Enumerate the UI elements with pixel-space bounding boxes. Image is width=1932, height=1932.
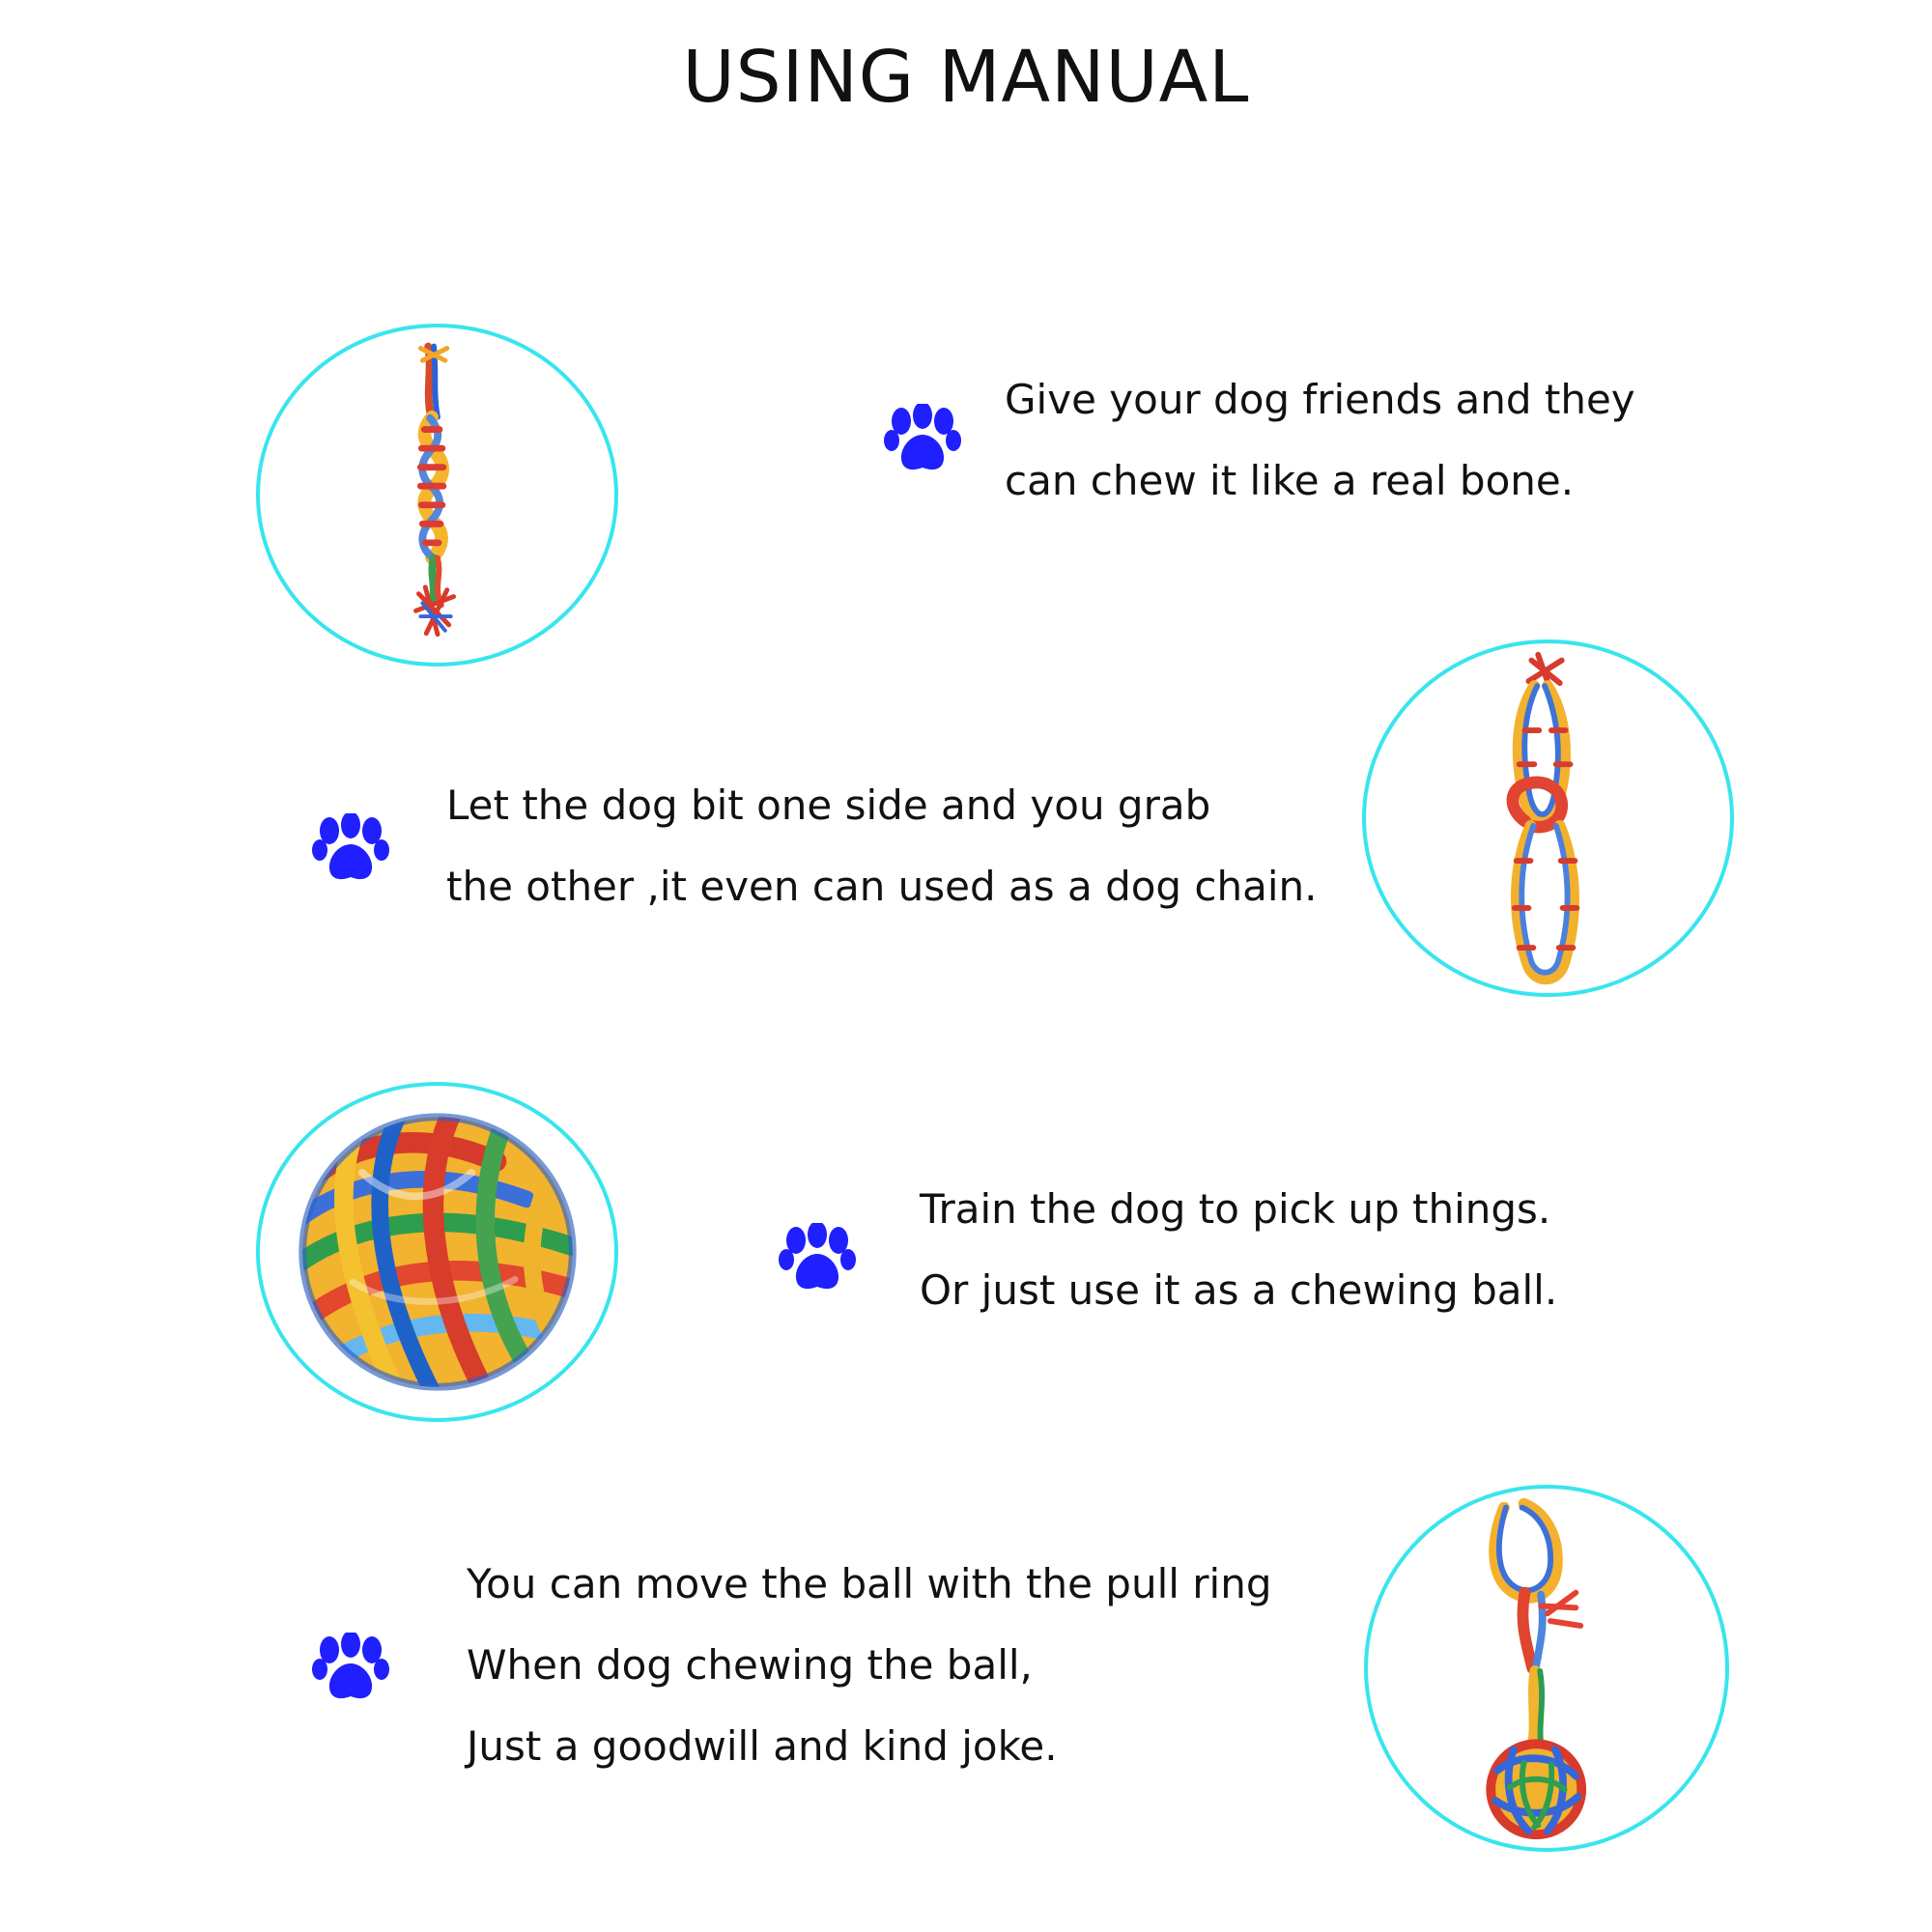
bone-rope-toy-image [256, 324, 618, 667]
ball-pull-ring-toy-illustration [1368, 1489, 1725, 1848]
instruction-text-2 [446, 765, 1318, 927]
instruction-line: Give your dog friends and they [1005, 376, 1635, 423]
paw-icon [312, 813, 389, 885]
paw-icon [884, 404, 961, 475]
rope-ball-toy-illustration [260, 1086, 614, 1418]
instruction-text-1 [1005, 359, 1635, 522]
instruction-text-4 [467, 1544, 1271, 1787]
instruction-line: Or just use it as a chewing ball. [920, 1266, 1558, 1314]
instruction-line: Let the dog bit one side and you grab [446, 781, 1211, 829]
tug-rope-toy-illustration [1366, 643, 1730, 993]
instruction-line: the other ,it even can used as a dog chain. [446, 863, 1318, 910]
instruction-line: can chew it like a real bone. [1005, 457, 1575, 504]
instruction-line: You can move the ball with the pull ring [467, 1560, 1272, 1607]
tug-rope-toy-image [1362, 639, 1734, 997]
paw-icon [312, 1633, 389, 1704]
instruction-line: When dog chewing the ball, [467, 1641, 1033, 1689]
rope-ball-toy-image [256, 1082, 618, 1422]
instruction-text-3 [920, 1169, 1557, 1331]
ball-pull-ring-toy-image [1364, 1485, 1729, 1852]
instruction-line: Train the dog to pick up things. [920, 1185, 1551, 1233]
instruction-line: Just a goodwill and kind joke. [467, 1722, 1058, 1770]
bone-rope-toy-illustration [260, 327, 614, 663]
paw-icon [779, 1223, 856, 1294]
page-title: USING MANUAL [682, 36, 1250, 119]
